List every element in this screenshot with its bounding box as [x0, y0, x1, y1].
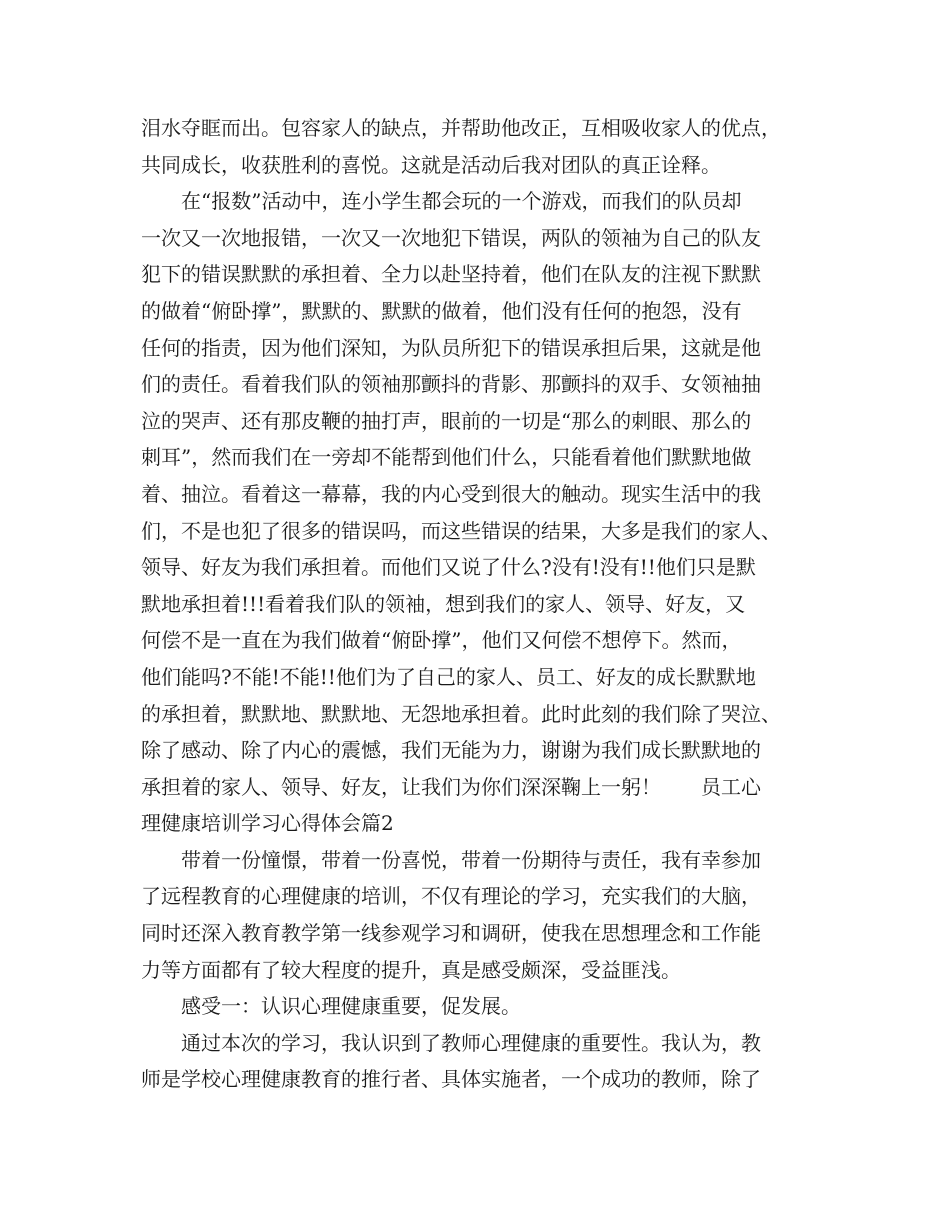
- text-line: 除了感动、除了内心的震憾，我们无能为力，谢谢为我们成长默默地的: [141, 738, 761, 763]
- section-heading: 理健康培训学习心得体会篇2: [141, 811, 394, 836]
- text-line: 师是学校心理健康教育的推行者、具体实施者，一个成功的教师，除了: [141, 1067, 761, 1092]
- text-line: 一次又一次地报错，一次又一次地犯下错误，两队的领袖为自己的队友: [141, 225, 761, 250]
- text-line: 的承担着，默默地、默默地、无怨地承担着。此时此刻的我们除了哭泣、: [141, 701, 781, 726]
- text-line: 们，不是也犯了很多的错误吗，而这些错误的结果，大多是我们的家人、: [141, 518, 781, 543]
- text-line: 泣的哭声、还有那皮鞭的抽打声，眼前的一切是“那么的刺眼、那么的: [141, 408, 752, 433]
- text-line: 感受一：认识心理健康重要，促发展。: [141, 994, 521, 1019]
- text-line: 在“报数”活动中，连小学生都会玩的一个游戏，而我们的队员却: [141, 189, 742, 214]
- text-line: 着、抽泣。看着这一幕幕，我的内心受到很大的触动。现实生活中的我: [141, 481, 761, 506]
- text-line: 带着一份憧憬，带着一份喜悦，带着一份期待与责任，我有幸参加: [141, 847, 761, 872]
- text-line: 的做着“俯卧撑”，默默的、默默的做着，他们没有任何的抱怨，没有: [141, 298, 742, 323]
- text-line: 何偿不是一直在为我们做着“俯卧撑”，他们又何偿不想停下。然而，: [141, 628, 742, 653]
- text-line: 犯下的错误默默的承担着、全力以赴坚持着，他们在队友的注视下默默: [141, 262, 761, 287]
- text-line: 任何的指责，因为他们深知，为队员所犯下的错误承担后果，这就是他: [141, 335, 761, 360]
- text-line: 们的责任。看着我们队的领袖那颤抖的背影、那颤抖的双手、女领袖抽: [141, 372, 761, 397]
- text-line: 力等方面都有了较大程度的提升，真是感受颇深，受益匪浅。: [141, 957, 681, 982]
- text-line: 承担着的家人、领导、好友，让我们为你们深深鞠上一躬！ 员工心: [141, 774, 761, 799]
- text-line: 通过本次的学习，我认识到了教师心理健康的重要性。我认为，教: [141, 1030, 761, 1055]
- text-line: 共同成长，收获胜利的喜悦。这就是活动后我对团队的真正诠释。: [141, 152, 721, 177]
- text-line: 默地承担着!!!看着我们队的领袖，想到我们的家人、领导、好友，又: [141, 591, 746, 616]
- text-line: 同时还深入教育教学第一线参观学习和调研，使我在思想理念和工作能: [141, 921, 761, 946]
- text-line: 领导、好友为我们承担着。而他们又说了什么?没有!没有!!他们只是默: [141, 555, 756, 580]
- text-line: 他们能吗?不能!不能!!他们为了自己的家人、员工、好友的成长默默地: [141, 664, 756, 689]
- text-line: 泪水夺眶而出。包容家人的缺点，并帮助他改正，互相吸收家人的优点，: [141, 116, 781, 140]
- text-line: 刺耳”，然而我们在一旁却不能帮到他们什么，只能看着他们默默地做: [141, 445, 752, 470]
- body-text: [141, 110, 831, 1098]
- text-line: 了远程教育的心理健康的培训，不仅有理论的学习，充实我们的大脑，: [141, 884, 761, 909]
